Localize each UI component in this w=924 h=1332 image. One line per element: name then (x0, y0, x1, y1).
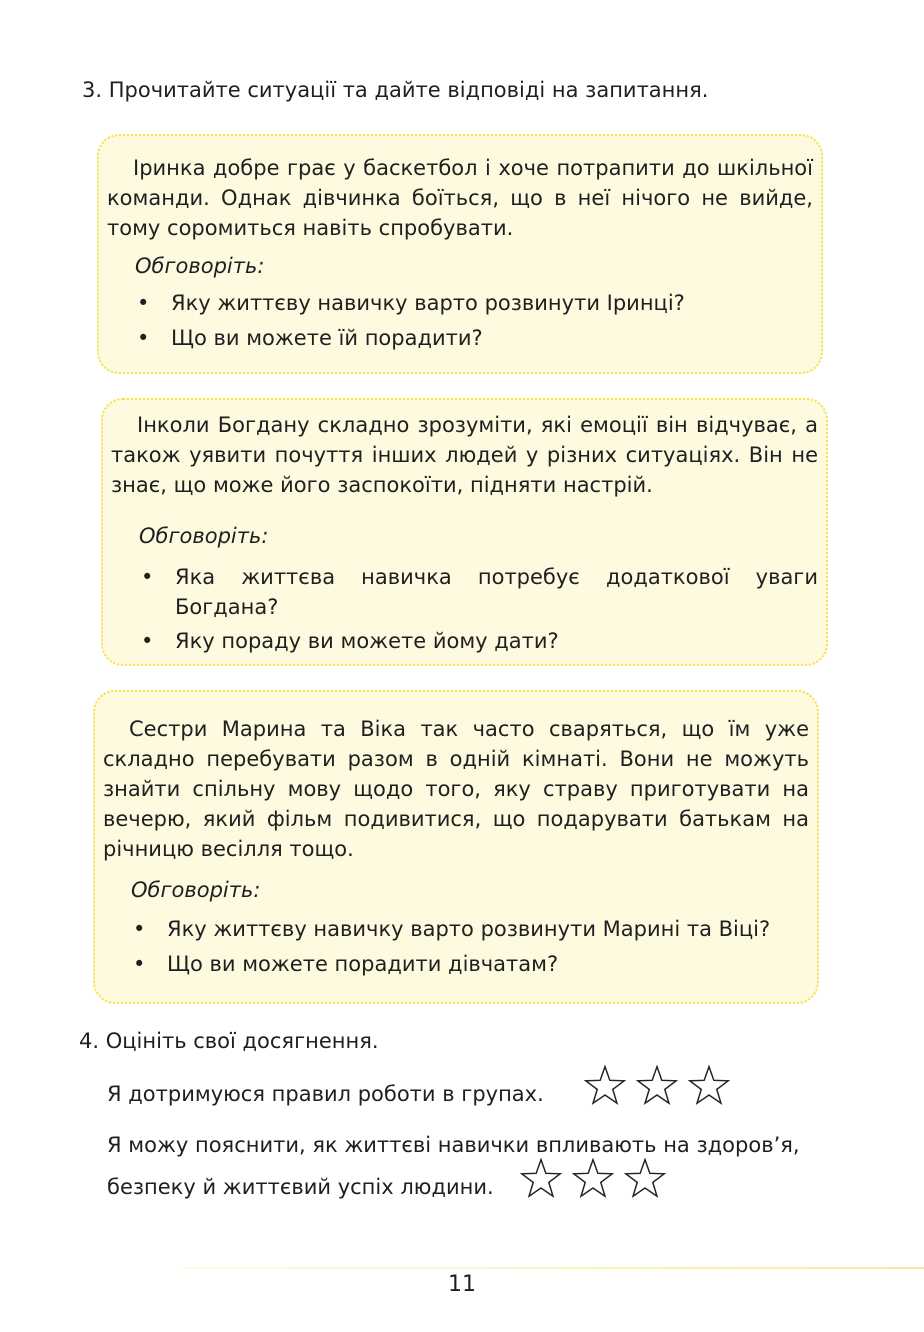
question-text: Яку життєву навичку варто розвинути Марині та Віці? (167, 917, 771, 941)
situation-box-maryna-vika (93, 690, 819, 1004)
question-text: Яка життєва навичка потребує додаткової уваги Богдана? (175, 565, 818, 619)
question-item (139, 562, 818, 622)
question-text: Що ви можете порадити дівчатам? (167, 952, 559, 976)
question-list (131, 914, 809, 979)
question-text: Яку пораду ви можете йому дати? (175, 629, 559, 653)
situation-text: Інколи Богдану складно зрозуміти, які емоції він відчуває, а також уявити почуття інших людей у різних ситуаціях. Він не знає, що може його заспокоїти, підняти настрій. (111, 413, 818, 497)
question-text: Що ви можете їй порадити? (171, 326, 483, 350)
question-list (139, 562, 818, 656)
situation-box-irynka (97, 134, 823, 374)
self-assessment-statement-2-line-2: безпеку й життєвий успіх людини. (107, 1175, 494, 1199)
discuss-label: Обговоріть: (135, 254, 265, 278)
bullet: • (137, 326, 150, 350)
self-assessment-statement-2-line-1: Я можу пояснити, як життєві навички впливають на здоров’я, (107, 1133, 800, 1157)
bullet: • (133, 952, 146, 976)
discuss-label: Обговоріть: (131, 878, 261, 902)
task-4-title: Оцініть свої досягнення. (105, 1029, 379, 1053)
situation-box-bohdan (101, 398, 828, 666)
outline-star-icon[interactable] (584, 1065, 626, 1107)
outline-star-icon[interactable] (572, 1158, 614, 1200)
bullet: • (133, 917, 146, 941)
outline-star-icon[interactable] (624, 1158, 666, 1200)
task-3-title: Прочитайте ситуації та дайте відповіді на запитання. (108, 78, 709, 102)
situation-text: Іринка добре грає у баскетбол і хоче потрапити до шкільної команди. Однак дівчинка боїться, що в неї нічого не вийде, тому соромиться навіть спробувати. (107, 156, 813, 240)
question-item (131, 949, 809, 979)
rating-stars-2 (520, 1158, 666, 1200)
rating-stars-1 (584, 1065, 730, 1107)
question-item (135, 323, 813, 353)
question-item (135, 288, 813, 318)
task-4-heading (79, 1029, 379, 1053)
question-item (131, 914, 809, 944)
outline-star-icon[interactable] (688, 1065, 730, 1107)
question-text: Яку життєву навичку варто розвинути Іринці? (171, 291, 685, 315)
question-list (135, 288, 813, 353)
footer-divider (180, 1267, 924, 1269)
situation-text: Сестри Марина та Віка так часто сваряться, що їм уже складно перебувати разом в одній кімнаті. Вони не можуть знайти спільну мову щодо того, яку страву приготувати на вечерю, який фільм подивитися, що подарувати батькам на річницю весілля тощо. (103, 717, 809, 861)
bullet: • (141, 629, 154, 653)
task-3-heading (82, 78, 708, 102)
task-3-number: 3. (82, 78, 103, 102)
task-4-number: 4. (79, 1029, 100, 1053)
self-assessment-statement-1: Я дотримуюся правил роботи в групах. (107, 1082, 544, 1106)
page-number: 11 (448, 1272, 476, 1297)
outline-star-icon[interactable] (520, 1158, 562, 1200)
bullet: • (137, 291, 150, 315)
bullet: • (141, 565, 154, 589)
outline-star-icon[interactable] (636, 1065, 678, 1107)
discuss-label: Обговоріть: (139, 524, 269, 548)
question-item (139, 626, 818, 656)
